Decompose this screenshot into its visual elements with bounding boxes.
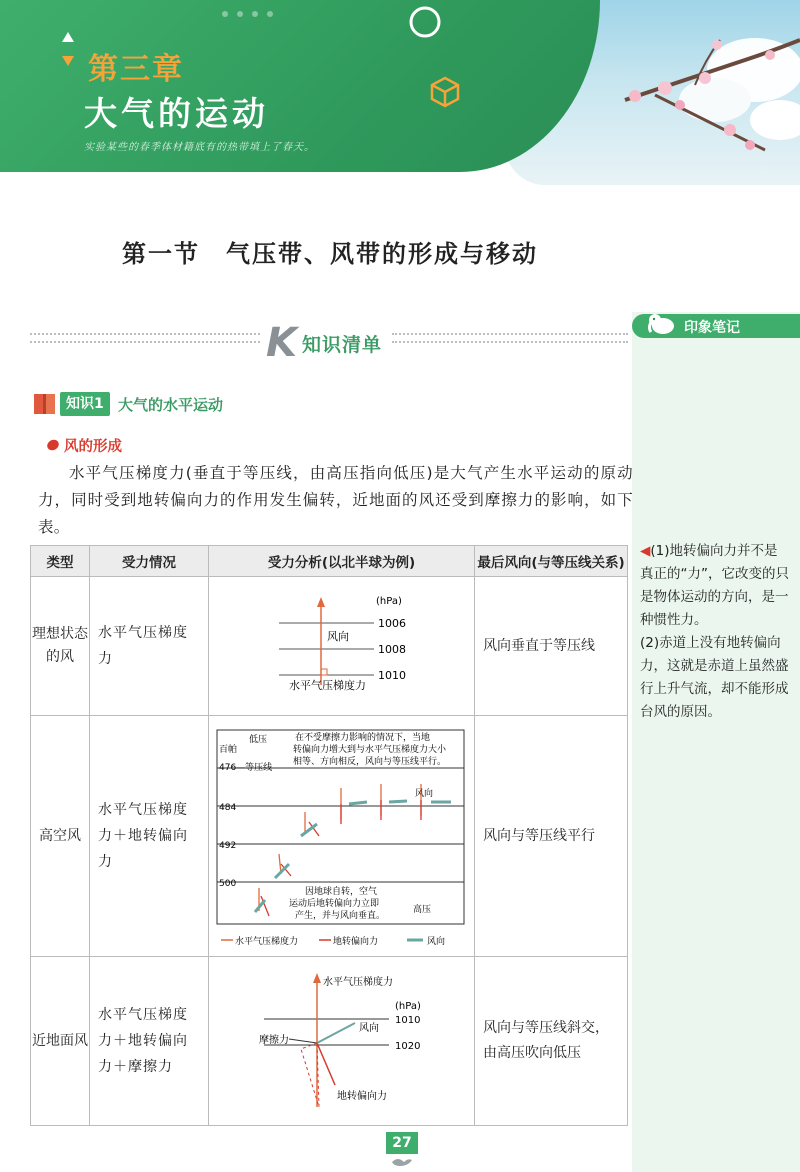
triangle-up-icon — [62, 32, 74, 42]
page-number: 27 — [386, 1132, 418, 1154]
knowledge-list-label: 知识清单 — [302, 334, 383, 356]
row-result: 风向垂直于等压线 — [475, 577, 628, 716]
table-header-row — [31, 546, 628, 577]
knowledge-title: 大气的水平运动 — [118, 396, 224, 414]
chapter-banner — [0, 0, 800, 185]
triangle-down-icon — [62, 56, 74, 66]
chapter-quote: 实验某些的春季体材籍底有的热带填上了春天。 — [84, 142, 315, 153]
sidebar-note — [640, 540, 790, 724]
triangle-left-icon: ◀ — [640, 543, 651, 559]
unit-label: (hPa) — [395, 1001, 421, 1012]
body-paragraph: 水平气压梯度力(垂直于等压线，由高压指向低压)是大气产生水平运动的原动力，同时受到地转偏向力的作用发生偏转，近地面的风还受到摩擦力的影响，如下表。 — [38, 464, 633, 536]
note-text-1: (1)地转偏向力并不是真正的“力”，它改变的只是物体运动的方向，是一种惯性力。 — [640, 543, 789, 628]
table-header: 受力分析(以北半球为例) — [209, 546, 475, 577]
k-letter-icon — [262, 318, 302, 362]
unit-label: 百帕 — [219, 745, 238, 755]
book-icon — [32, 392, 58, 416]
k-letter: K — [266, 320, 297, 362]
right-angle-mark — [321, 669, 327, 675]
divider-right — [392, 333, 628, 335]
low-pressure-label: 低压 — [249, 735, 268, 745]
ring-icon — [411, 8, 439, 36]
table-row — [31, 716, 628, 957]
high-pressure-label: 高压 — [413, 905, 432, 915]
wind-table — [30, 545, 628, 1126]
friction-label: 摩擦力 — [259, 1035, 289, 1046]
isobar-label: 492 — [219, 841, 237, 851]
note-item-1 — [640, 540, 790, 632]
wind-arrow — [317, 1023, 355, 1043]
chapter-title: 大气的运动 — [84, 94, 269, 133]
row-force: 水平气压梯度力＋地转偏向力 — [90, 716, 209, 957]
coriolis-arrow — [317, 1043, 335, 1085]
isobar-label: 1008 — [378, 643, 406, 656]
legend-gradient-label: 水平气压梯度力 — [235, 937, 299, 947]
note-bottom-line: 运动后地转偏向力立即 — [289, 899, 380, 909]
isobar-476-label: 476—等压线 — [219, 763, 273, 773]
note-top-line: 转偏向力增大到与水平气压梯度力大小 — [293, 745, 447, 755]
row-result: 风向与等压线斜交，由高压吹向低压 — [475, 957, 628, 1126]
isobar-label: 1010 — [395, 1015, 421, 1026]
knowledge-tag: 知识1 — [60, 392, 110, 416]
divider-right-2 — [392, 341, 628, 343]
diagram-ideal-wind — [209, 577, 475, 716]
legend-coriolis-label: 地转偏向力 — [333, 937, 379, 947]
elephant-icon — [646, 308, 680, 338]
table-row — [31, 957, 628, 1126]
sidebar-notes-panel — [632, 312, 800, 1172]
table-header: 最后风向(与等压线关系) — [475, 546, 628, 577]
isobar-label: 1020 — [395, 1041, 421, 1052]
cube-icon — [432, 78, 458, 106]
note-bottom-line: 因地球自转，空气 — [305, 887, 378, 897]
leaf-bullet-icon — [46, 438, 60, 452]
divider-left-2 — [30, 341, 260, 343]
note-top-line: 在不受摩擦力影响的情况下，当地 — [295, 733, 431, 743]
upper-wind-diagram — [209, 716, 474, 952]
ideal-wind-diagram — [209, 577, 474, 711]
note-bottom-line: 产生，并与风向垂直。 — [295, 911, 386, 921]
coriolis-label: 地转偏向力 — [337, 1091, 387, 1102]
note-item-2: (2)赤道上没有地转偏向力，这就是赤道上虽然盛行上升气流，却不能形成台风的原因。 — [640, 635, 789, 720]
arrow-head-icon — [313, 973, 321, 983]
force-label: 水平气压梯度力 — [289, 679, 366, 692]
unit-label: (hPa) — [376, 596, 402, 607]
wind-label: 风向 — [359, 1023, 379, 1034]
diagram-upper-wind — [209, 716, 475, 957]
row-type: 理想状态的风 — [31, 577, 90, 716]
sidebar-title: 印象笔记 — [684, 320, 740, 336]
force-label: 水平气压梯度力 — [323, 977, 393, 988]
row-type: 高空风 — [31, 716, 90, 957]
table-row — [31, 577, 628, 716]
isobar-label: 1010 — [378, 669, 406, 682]
wind-label: 风向 — [415, 789, 434, 799]
isobar-label: 484 — [219, 803, 237, 813]
note-top-line: 相等、方向相反，风向与等压线平行。 — [293, 757, 447, 767]
row-force: 水平气压梯度力＋地转偏向力＋摩擦力 — [90, 957, 209, 1126]
wind-label: 风向 — [327, 630, 349, 643]
row-force: 水平气压梯度力 — [90, 577, 209, 716]
surface-wind-diagram — [209, 957, 474, 1121]
row-type: 近地面风 — [31, 957, 90, 1126]
table-header: 受力情况 — [90, 546, 209, 577]
divider-left — [30, 333, 260, 335]
isobar-label: 500 — [219, 879, 237, 889]
legend-wind-label: 风向 — [427, 937, 446, 947]
row-result: 风向与等压线平行 — [475, 716, 628, 957]
subsection-title: 风的形成 — [64, 439, 122, 455]
isobar-label: 1006 — [378, 617, 406, 630]
arrow-head-icon — [317, 597, 325, 607]
chapter-number: 第三章 — [88, 52, 184, 87]
friction-arrow — [289, 1039, 317, 1043]
bird-icon — [388, 1154, 416, 1168]
section-title: 第一节 气压带、风带的形成与移动 — [122, 239, 538, 268]
table-header: 类型 — [31, 546, 90, 577]
diagram-surface-wind — [209, 957, 475, 1126]
